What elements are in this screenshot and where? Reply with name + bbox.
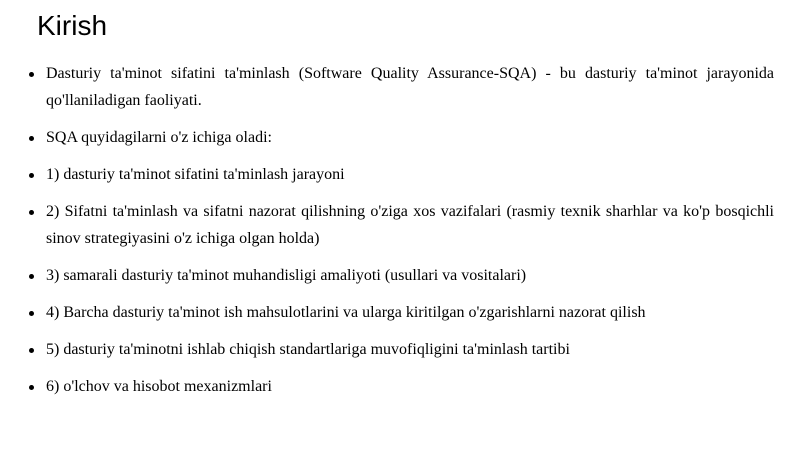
bullet-item: [28, 336, 774, 363]
bullet-dot-icon: [29, 274, 34, 279]
bullet-text: 1) dasturiy ta'minot sifatini ta'minlash jarayoni: [46, 166, 345, 183]
bullet-dot-icon: [29, 348, 34, 353]
bullet-item: [28, 161, 774, 188]
bullet-dot-icon: [29, 72, 34, 77]
bullet-dot-icon: [29, 385, 34, 390]
bullet-dot-icon: [29, 173, 34, 178]
bullet-dot-icon: [29, 311, 34, 316]
bullet-item: [28, 60, 774, 114]
bullet-text: 4) Barcha dasturiy ta'minot ish mahsulotlarini va ularga kiritilgan o'zgarishlarni nazorat qilish: [46, 304, 646, 321]
bullet-dot-icon: [29, 136, 34, 141]
bullet-item: [28, 373, 774, 400]
bullet-text: 2) Sifatni ta'minlash va sifatni nazorat qilishning o'ziga xos vazifalari (rasmiy texnik sharhlar va ko'p bosqichli sinov strategiyasini o'z ichiga olgan holda): [46, 203, 774, 247]
bullet-text: 3) samarali dasturiy ta'minot muhandisligi amaliyoti (usullari va vositalari): [46, 267, 527, 284]
bullet-item: [28, 262, 774, 289]
slide-title: Kirish: [37, 10, 108, 41]
bullet-text: SQA quyidagilarni o'z ichiga oladi:: [46, 129, 272, 146]
bullet-text: Dasturiy ta'minot sifatini ta'minlash (Software Quality Assurance-SQA) - bu dasturiy ta'minot jarayonida qo'llaniladigan faoliyati.: [46, 65, 774, 109]
bullet-text: 5) dasturiy ta'minotni ishlab chiqish standartlariga muvofiqligini ta'minlash tartibi: [46, 341, 570, 358]
bullet-item: [28, 124, 774, 151]
bullet-text: 6) o'lchov va hisobot mexanizmlari: [46, 378, 272, 395]
bullet-list: [28, 60, 774, 410]
bullet-item: [28, 198, 774, 252]
bullet-dot-icon: [29, 210, 34, 215]
bullet-item: [28, 299, 774, 326]
